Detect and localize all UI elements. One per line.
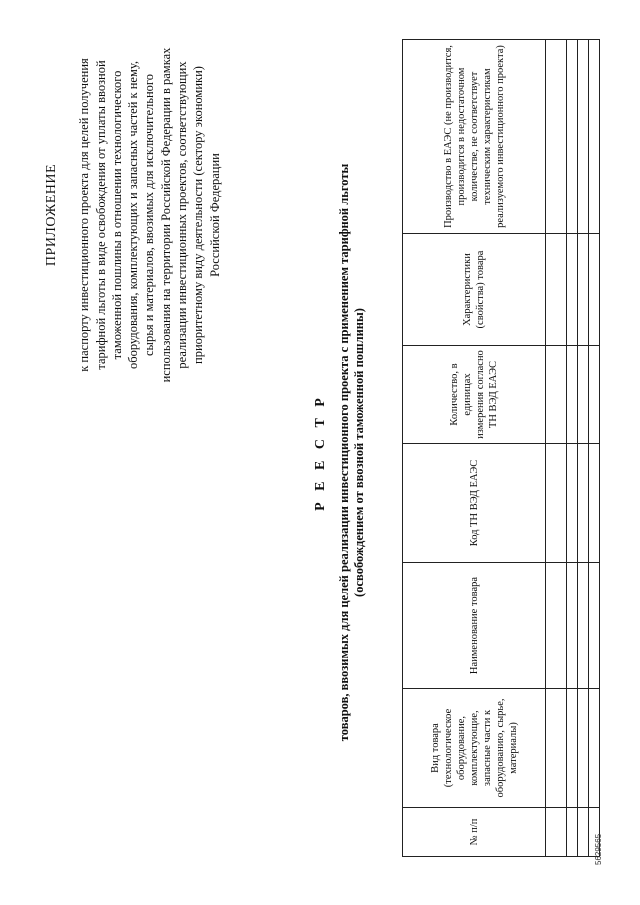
column-header-characteristics: Характеристики (свойства) товара	[403, 234, 546, 346]
table-cell	[578, 346, 589, 444]
table-cell	[567, 808, 578, 857]
table-header-row	[403, 40, 546, 857]
table-cell	[546, 563, 567, 689]
table-cell	[578, 689, 589, 808]
document-code: 5629565	[594, 833, 603, 865]
column-header-quantity: Количество, в единицах измерения согласно ТН ВЭД ЕАЭС	[403, 346, 546, 444]
table-row	[589, 40, 600, 857]
table-cell	[546, 234, 567, 346]
column-header-number: № п/п	[403, 808, 546, 857]
table-cell	[578, 40, 589, 234]
registry-title-block	[313, 20, 367, 885]
table-cell	[578, 444, 589, 563]
table-cell	[567, 234, 578, 346]
table-cell	[578, 563, 589, 689]
column-header-goods-name: Наименование товара	[403, 563, 546, 689]
table-cell	[589, 444, 600, 563]
appendix-block	[44, 45, 223, 385]
table-row	[546, 40, 567, 857]
column-header-eaeu-production: Производство в ЕАЭС (не производится, производится в недостаточном количестве, не соответствует техническим характеристикам реализуемого инвестиционного проекта)	[403, 40, 546, 234]
table-cell	[589, 689, 600, 808]
table-cell	[546, 689, 567, 808]
table-cell	[546, 40, 567, 234]
table-cell	[589, 346, 600, 444]
table-cell	[589, 234, 600, 346]
table-cell	[589, 563, 600, 689]
table-cell	[546, 444, 567, 563]
table-cell	[546, 346, 567, 444]
table-row	[567, 40, 578, 857]
table-cell	[546, 808, 567, 857]
registry-table	[402, 39, 600, 857]
appendix-heading: ПРИЛОЖЕНИЕ	[44, 163, 59, 267]
table-cell	[567, 346, 578, 444]
table-cell	[567, 689, 578, 808]
table-cell	[567, 40, 578, 234]
registry-heading: Р Е Е С Т Р	[313, 394, 328, 511]
table-row	[578, 40, 589, 857]
table-cell	[567, 444, 578, 563]
column-header-hs-code: Код ТН ВЭД ЕАЭС	[403, 444, 546, 563]
table-cell	[578, 808, 589, 857]
column-header-goods-type: Вид товара (технологическое оборудование, комплектующие, запасные части к оборудованию, сырье, материалы)	[403, 689, 546, 808]
table-cell	[578, 234, 589, 346]
registry-subtitle-note: (освобождением от ввозной таможенной пошлины)	[352, 308, 366, 597]
registry-subtitle: товаров, ввозимых для целей реализации инвестиционного проекта с применением тарифной льготы	[337, 163, 351, 742]
table-cell	[589, 40, 600, 234]
appendix-text: к паспорту инвестиционного проекта для целей получения тарифной льготы в виде освобождения от уплаты ввозной таможенной пошлины в отношении технологического оборудования, комплектующих и запасных частей к нему, сырья и материалов, ввозимых для исключительного использования на территории Российской Федерации в рамках реализации инвестиционных проектов, соответствующих приоритетному виду деятельности (сектору экономики) Российской Федерации	[77, 47, 222, 383]
table-cell	[567, 563, 578, 689]
